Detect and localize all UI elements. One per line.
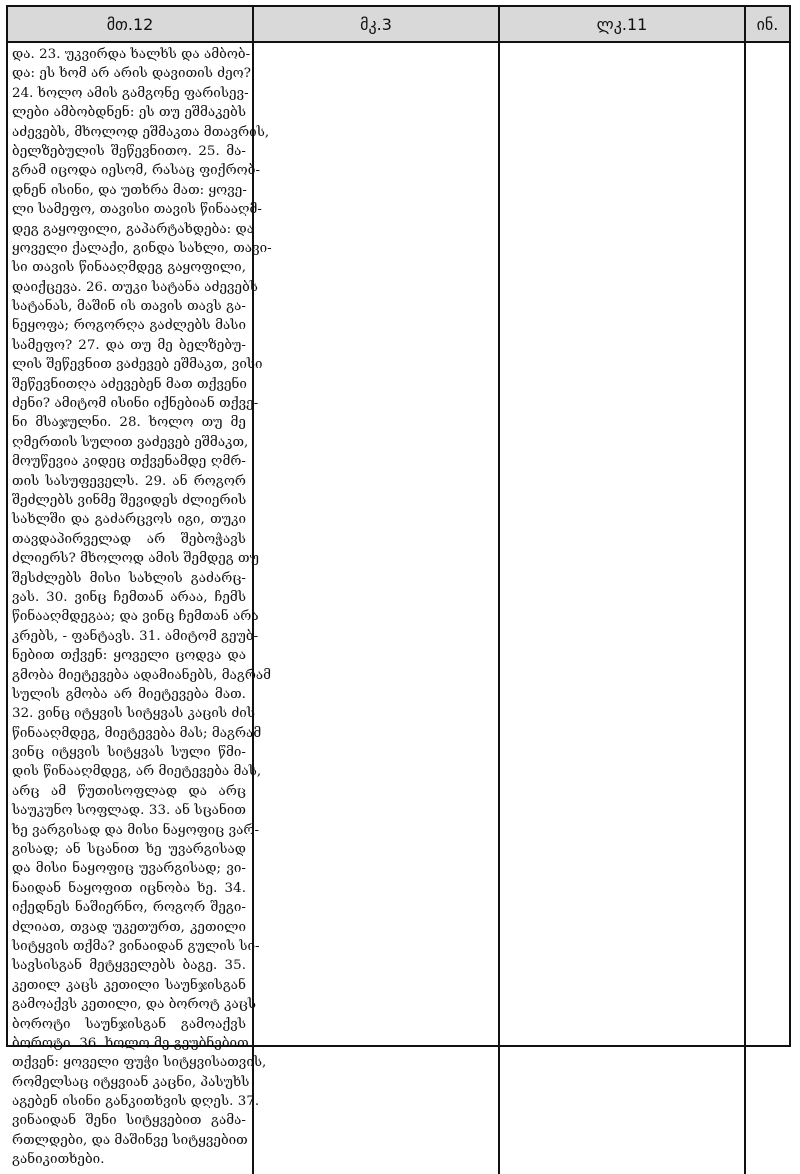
text-line: ვინაიდან შენი სიტყვებით გამა-	[12, 1113, 246, 1129]
text-line: საუკუნო სოფლად. 33. ან სცანით	[12, 803, 246, 819]
text-line: წინააღმდეგ, მიეტევება მას; მაგრამ	[12, 725, 262, 741]
john-text-column	[746, 43, 789, 1174]
text-line: თქვენ: ყოველი ფუჭი სიტყვისათვის,	[12, 1055, 267, 1071]
text-line: ნაიდან ნაყოფით იცნობა ხე. 34.	[12, 880, 246, 896]
text-line: ღმერთის სულით ვაძევებ ეშმაკთ,	[12, 434, 249, 450]
text-line: ვინც იტყვის სიტყვას სული წმი-	[12, 745, 246, 761]
text-line: და მისი ნაყოფიც უვარგისად; ვი-	[12, 861, 246, 877]
text-line: სიტყვის თქმა? ვინაიდან გულის სი-	[12, 938, 260, 954]
text-line: რომელსაც იტყვიან კაცნი, პასუხს	[12, 1074, 250, 1090]
text-line: ლი სამეფო, თავისი თავის წინააღმ-	[12, 202, 262, 218]
header-john: ინ.	[746, 7, 789, 43]
header-luke: ლკ.11	[500, 7, 746, 43]
text-line: რთლდები, და მაშინვე სიტყვებით	[12, 1132, 248, 1148]
text-line: სულის გმობა არ მიეტევება მათ.	[12, 686, 246, 702]
text-line: ბოროტი საუნჯისგან გამოაქვს	[12, 1016, 246, 1032]
text-line: დაიქცევა. 26. თუკი სატანა აძევებს	[12, 279, 258, 295]
text-line: სამეფო? 27. და თუ მე ბელზებუ-	[12, 337, 246, 353]
text-line: ლები ამბობდნენ: ეს თუ ეშმაკებს	[12, 105, 246, 121]
text-line: შეწევნითღა აძევებენ მათ თქვენი	[12, 376, 247, 392]
text-line: და: ეს ხომ არ არის დავითის ძეო?	[12, 66, 251, 82]
text-line: ძლიერს? მხოლოდ ამის შემდეგ თუ	[12, 551, 259, 567]
text-line: იქედნეს ნაშიერნო, როგორ შეგი-	[12, 900, 246, 916]
text-line: და. 23. უკვირდა ხალხს და ამბობ-	[12, 47, 251, 62]
text-line: გმობა მიეტევება ადამიანებს, მაგრამ	[12, 667, 272, 683]
text-line: არც ამ წუთისოფლად და არც	[12, 783, 246, 799]
text-line: შესძლებს მისი სახლის გაძარც-	[12, 570, 246, 586]
header-matthew: მთ.12	[8, 7, 254, 43]
luke-text-column	[500, 43, 746, 1174]
text-line: გრამ იცოდა იესომ, რასაც ფიქრობ-	[12, 163, 261, 179]
text-line: ყოველი ქალაქი, გინდა სახლი, თავი-	[12, 240, 272, 256]
text-line: კრებს, - ფანტავს. 31. ამიტომ გეუბ-	[12, 628, 259, 644]
text-line: კეთილ კაცს კეთილი საუნჯისგან	[12, 977, 246, 993]
matthew-text-column	[8, 43, 272, 1174]
mark-text-column	[254, 43, 500, 1174]
text-line: სატანას, მაშინ ის თავის თავს გა-	[12, 299, 246, 315]
text-line: აგებენ ისინი განკითხვის დღეს. 37.	[12, 1094, 260, 1110]
text-line: დეგ გაყოფილი, გაპარტახდება: და	[12, 221, 255, 237]
text-line: განიკითხები.	[12, 1152, 105, 1168]
text-line: ნეყოფა; როგორღა გაძლებს მასი	[12, 318, 246, 334]
text-line: აძევებს, მხოლოდ ეშმაკთა მთავრის,	[12, 124, 270, 140]
text-line: წინააღმდეგაა; და ვინც ჩემთან არა	[12, 609, 259, 625]
text-line: 32. ვინც იტყვის სიტყვას კაცის ძის	[12, 706, 256, 722]
text-line: სი თავის წინააღმდეგ გაყოფილი,	[12, 260, 246, 276]
text-line: მოუწევია კიდეც თქვენამდე ღმრ-	[12, 454, 246, 470]
text-line: სავსისგან მეტყველებს ბაგე. 35.	[12, 958, 246, 974]
header-mark: მკ.3	[254, 7, 500, 43]
text-line: 24. ხოლო ამის გამგონე ფარისევ-	[12, 85, 249, 101]
text-line: ძლიათ, თვად უკეთურთ, კეთილი	[12, 919, 246, 935]
text-line: გამოაქვს კეთილი, და ბოროტ კაცს	[12, 997, 256, 1013]
text-line: დნენ ისინი, და უთხრა მათ: ყოვე-	[12, 182, 247, 198]
text-line: ხე ვარგისად და მისი ნაყოფიც ვარ-	[12, 822, 260, 838]
text-line: ნი მსაჯულნი. 28. ხოლო თუ მე	[12, 415, 246, 431]
text-line: თავდაპირველად არ შებოჭავს	[12, 531, 246, 547]
text-line: ნებით თქვენ: ყოველი ცოდვა და	[12, 648, 246, 664]
text-line: ბოროტი. 36. ხოლო მე გეუბნებით	[12, 1035, 249, 1051]
text-line: ლის შეწევნით ვაძევებ ეშმაკთ, ვისი	[12, 357, 263, 373]
text-line: თის სასუფეველს. 29. ან როგორ	[12, 473, 246, 489]
text-line: შეძლებს ვინმე შევიდეს ძლიერის	[12, 492, 247, 508]
text-line: ძენი? ამიტომ ისინი იქნებიან თქვე-	[12, 396, 259, 412]
text-line: სახლში და გაძარცვოს იგი, თუკი	[12, 512, 246, 528]
text-line: ბელზებულის შეწევნითო. 25. მა-	[12, 143, 246, 159]
text-line: ვას. 30. ვინც ჩემთან არაა, ჩემს	[12, 589, 246, 605]
gospel-parallel-table	[6, 5, 791, 1168]
text-line: დის წინააღმდეგ, არ მიეტევება მას,	[12, 764, 262, 780]
text-line: გისად; ან სცანით ხე უვარგისად	[12, 842, 246, 858]
